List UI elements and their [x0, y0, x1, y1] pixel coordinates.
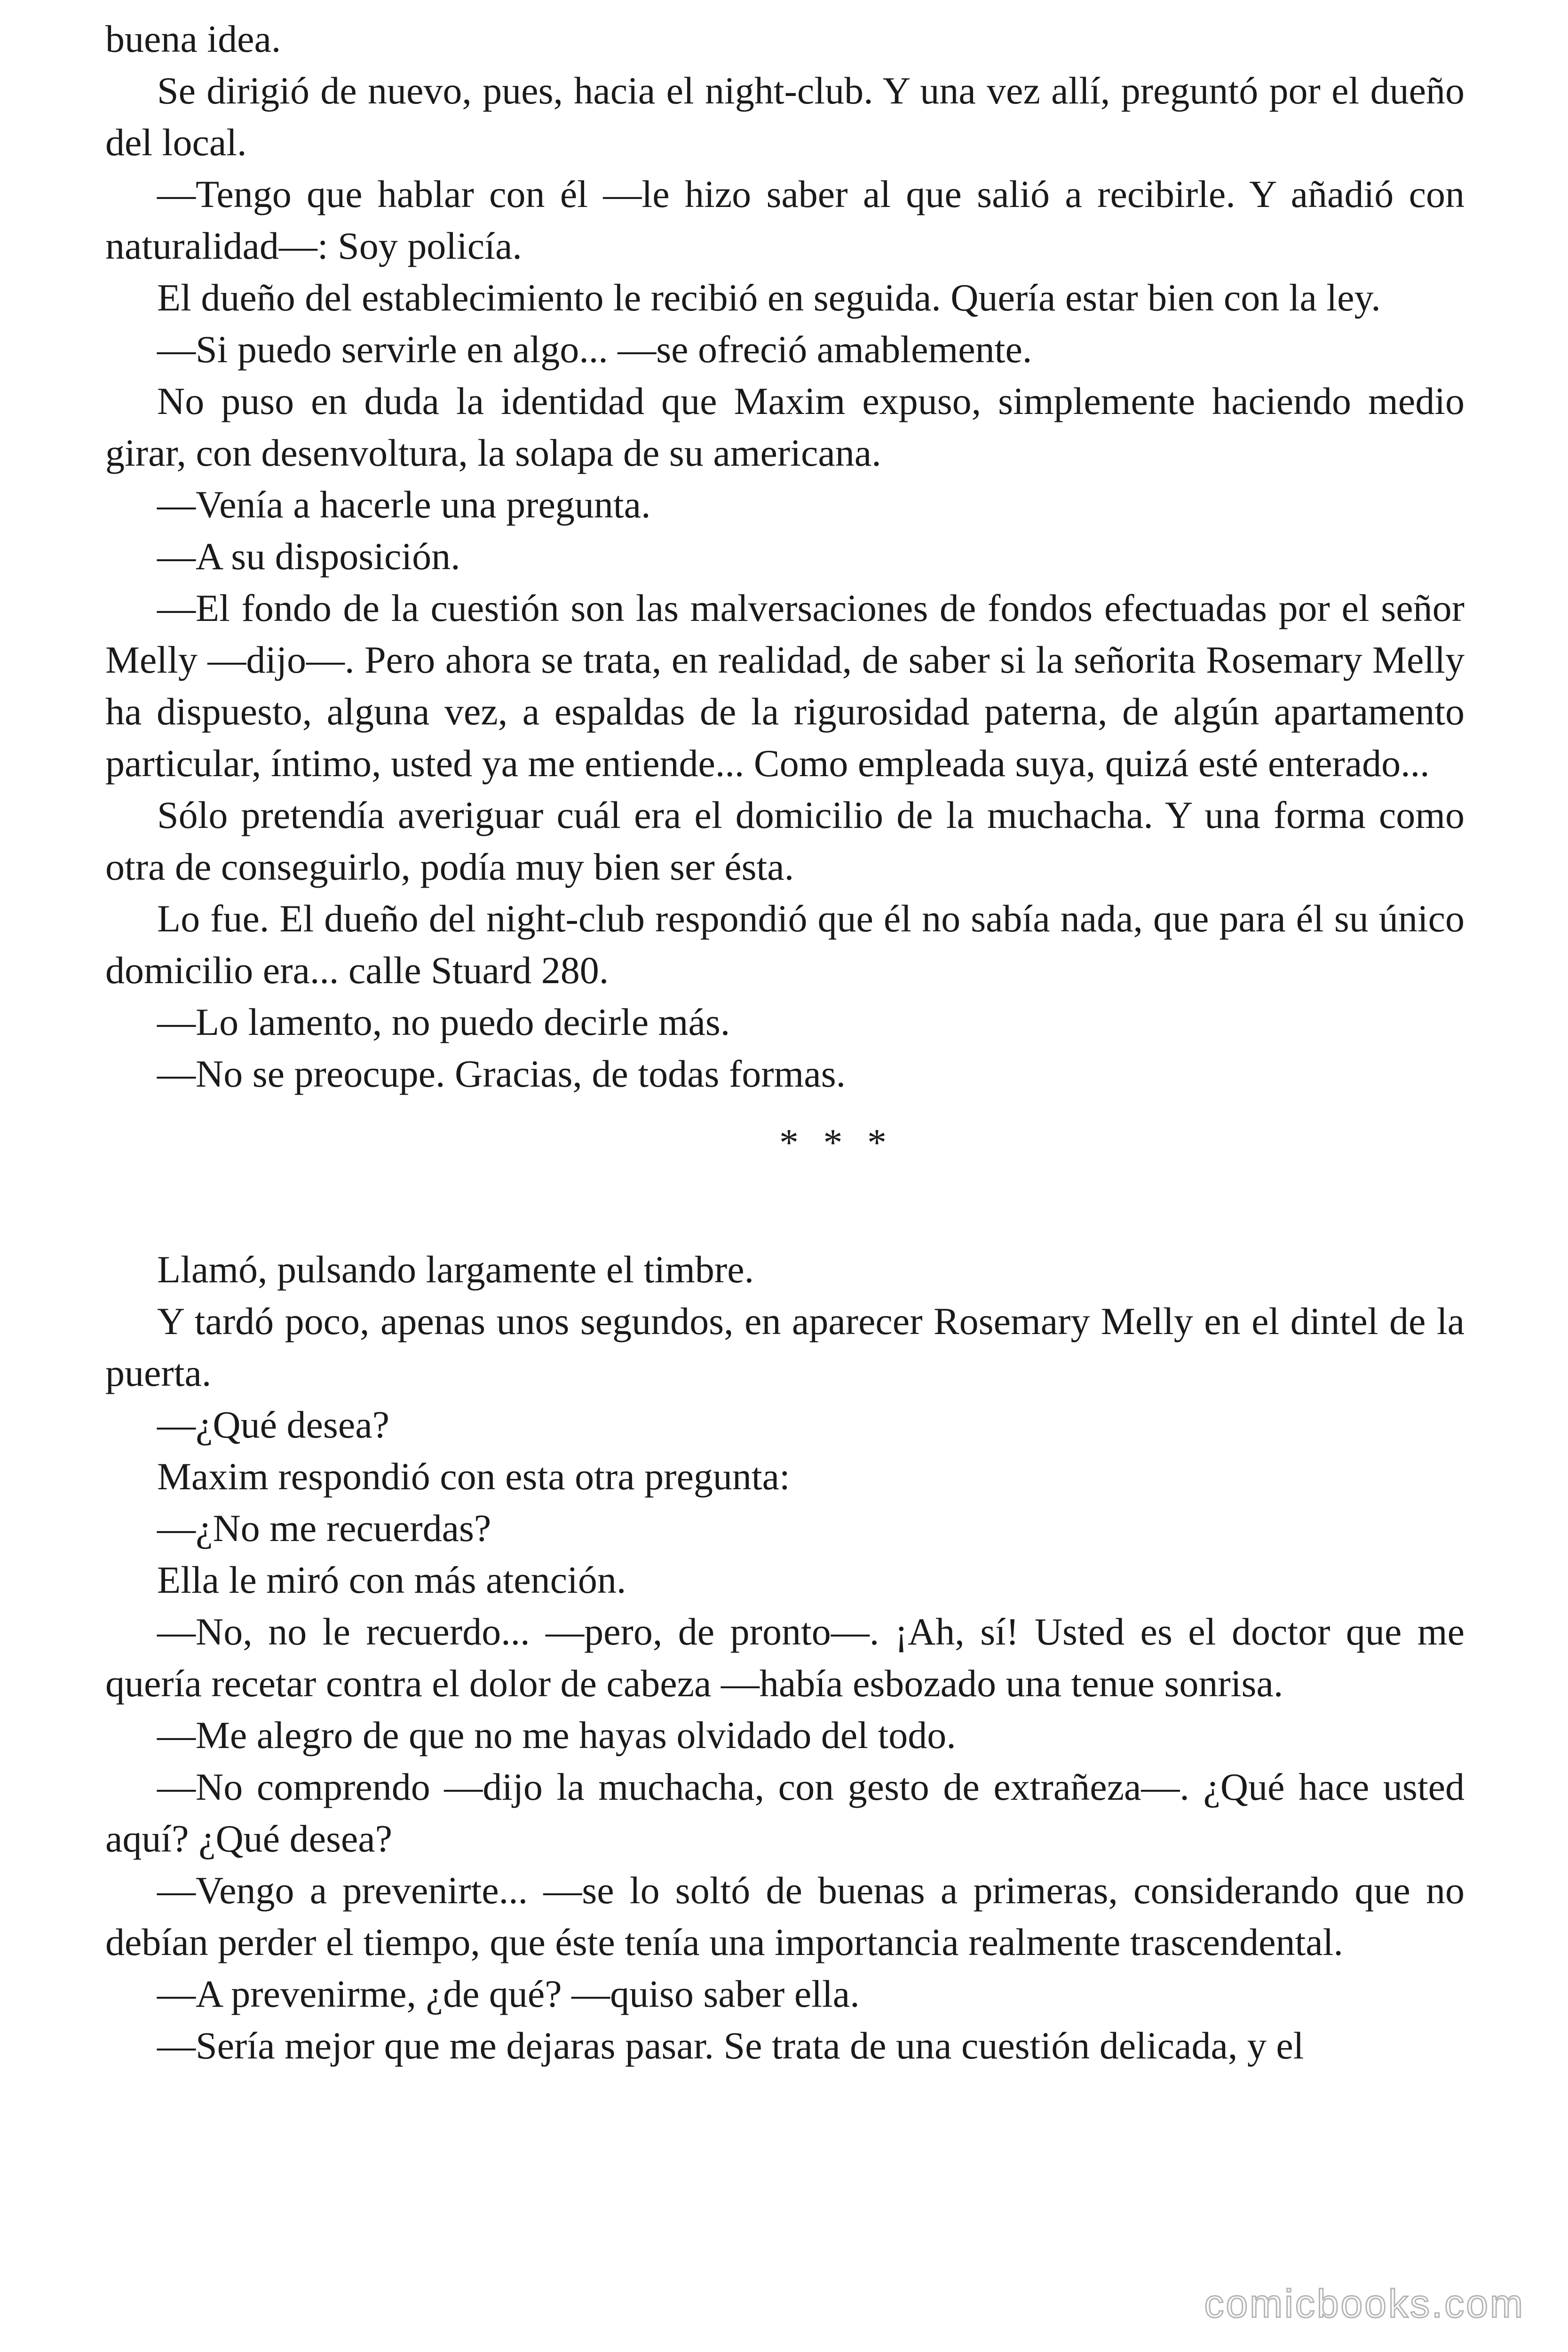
paragraph: Ella le miró con más atención.	[157, 1558, 626, 1601]
paragraph: buena idea.	[105, 17, 281, 60]
paragraph: —Me alegro de que no me hayas olvidado del todo.	[157, 1714, 956, 1756]
paragraph: —¿No me recuerdas?	[157, 1507, 491, 1549]
paragraph: —A su disposición.	[157, 535, 460, 578]
paragraph: —Vengo a prevenirte... —se lo soltó de buenas a primeras, considerando que no debían perder el tiempo, que éste tenía una importancia realmente trascendental.	[105, 1869, 1465, 1963]
paragraph: No puso en duda la identidad que Maxim expuso, simplemente haciendo medio girar, con desenvoltura, la solapa de su americana.	[105, 380, 1465, 474]
paragraph: —No se preocupe. Gracias, de todas formas.	[157, 1052, 846, 1095]
paragraph: Se dirigió de nuevo, pues, hacia el night-club. Y una vez allí, preguntó por el dueño del local.	[105, 69, 1465, 164]
text-section-1	[105, 13, 1465, 1100]
paragraph: —¿Qué desea?	[157, 1403, 390, 1446]
paragraph: —Sería mejor que me dejaras pasar. Se trata de una cuestión delicada, y el	[157, 2024, 1304, 2067]
paragraph: Llamó, pulsando largamente el timbre.	[157, 1248, 754, 1291]
paragraph: Sólo pretendía averiguar cuál era el domicilio de la muchacha. Y una forma como otra de conseguirlo, podía muy bien ser ésta.	[105, 794, 1465, 888]
paragraph: —No, no le recuerdo... —pero, de pronto—. ¡Ah, sí! Usted es el doctor que me quería recetar contra el dolor de cabeza —había esbozado una tenue sonrisa.	[105, 1610, 1465, 1705]
paragraph: —Si puedo servirle en algo... —se ofreció amablemente.	[157, 328, 1032, 371]
paragraph: Y tardó poco, apenas unos segundos, en aparecer Rosemary Melly en el dintel de la puerta.	[105, 1300, 1465, 1394]
paragraph: —No comprendo —dijo la muchacha, con gesto de extrañeza—. ¿Qué hace usted aquí? ¿Qué desea?	[105, 1765, 1465, 1860]
paragraph: El dueño del establecimiento le recibió en seguida. Quería estar bien con la ley.	[157, 276, 1381, 319]
paragraph: Lo fue. El dueño del night-club respondió que él no sabía nada, que para él su único domicilio era... calle Stuard 280.	[105, 897, 1465, 992]
watermark-text: comicbooks.com	[1204, 2281, 1525, 2326]
paragraph: —Tengo que hablar con él —le hizo saber al que salió a recibirle. Y añadió con naturalidad—: Soy policía.	[105, 173, 1465, 267]
paragraph: —Venía a hacerle una pregunta.	[157, 483, 651, 526]
paragraph: Maxim respondió con esta otra pregunta:	[157, 1455, 790, 1498]
page-text	[105, 13, 1465, 2072]
paragraph: —Lo lamento, no puedo decirle más.	[157, 1001, 730, 1043]
section-separator: * * *	[779, 1121, 894, 1164]
text-section-2	[105, 1244, 1465, 2072]
paragraph: —A prevenirme, ¿de qué? —quiso saber ella.	[157, 1972, 860, 2015]
paragraph: —El fondo de la cuestión son las malversaciones de fondos efectuadas por el señor Melly —dijo—. Pero ahora se trata, en realidad, de saber si la señorita Rosemary Melly ha dispuesto, alguna vez, a espaldas de la rigurosidad paterna, de algún apartamento particular, íntimo, usted ya me entiende... Como empleada suya, quizá esté enterado...	[105, 587, 1465, 785]
